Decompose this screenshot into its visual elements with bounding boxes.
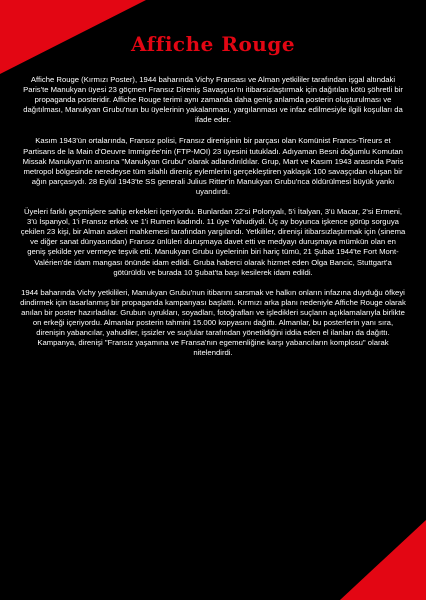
paragraph-arrests: Kasım 1943'ün ortalarında, Fransız polisi, Fransız direnişinin bir parçası olan Komünist Francs-Tireurs et Partisans de la Main d'Oeuvre Immigrée'nin (FTP-MOI) 23 üyesini tutukladı. Adıyaman Besni doğumlu Komutan Missak Manukyan'ın anısına "Manukyan Grubu" olarak adlandırıldılar. Grup, Mart ve Kasım 1943 arasında Paris metropol bölgesinde neredeyse tüm silahlı direniş eylemlerini gerçekleştiren yaklaşık 100 savaşçıdan oluşan bir ağın parçasıydı. 28 Eylül 1943'te SS generali Julius Ritter'in Manukyan Grubu'nca öldürülmesi büyük yankı uyandırdı.	[22, 136, 404, 196]
paragraph-intro: Affiche Rouge (Kırmızı Poster), 1944 baharında Vichy Fransası ve Alman yetkililer tarafından işgal altındaki Paris'te Manukyan üyesi 23 göçmen Fransız Direniş Savaşçısı'nı itibarsızlaştırmak için dağıtılan kötü şöhretli bir propaganda posteridir. Affiche Rouge terimi aynı zamanda daha geniş anlamda posterin oluşturulması ve dağıtılması, Manukyan Grubu'nun bu üyelerinin yakalanması, yargılanması ve infaz edilmesiyle ilgili koşulları da ifade eder.	[23, 75, 403, 125]
paragraph-propaganda: 1944 baharında Vichy yetkilileri, Manukyan Grubu'nun itibarını sarsmak ve halkın onların infazına duyduğu öfkeyi dindirmek için tasarlanmış bir propaganda kampanyası başlattı. Kırmızı arka planı nedeniyle Affiche Rouge olarak anılan bir poster hazırladılar. Grubun uyrukları, soyadları, fotoğrafları ve işledikleri suçların açıklamalarıyla birlikte on erkeği içeriyordu. Almanlar posterin tahmini 15.000 kopyasını dağıttı. Almanlar, bu posterlerin yanı sıra, direnişin yabancılar, yahudiler, işsizler ve suçlular tarafından yönetildiğini iddia eden el ilanları da dağıttı. Kampanya, direnişi "Fransız yaşamına ve Fransa'nın egemenliğine karşı yabancıların komplosu" olarak nitelendirdi.	[20, 287, 406, 358]
document-body	[20, 75, 406, 368]
paragraph-members-trial: Üyeleri farklı geçmişlere sahip erkekleri içeriyordu. Bunlardan 22'si Polonyalı, 5'i İtalyan, 3'ü Macar, 2'si Ermeni, 3'ü İspanyol, 1'i Fransız erkek ve 1'i Rumen kadındı. 11 üye Yahudiydi. Üç ay boyunca işkence görüp sorguya çekilen 23 kişi, bir Alman askeri mahkemesi tarafından yargılandı. Yetkililer, direnişi itibarsızlaştırmak için (sinema ve diğer sanat dünyasından) Fransız ünlüleri duruşmaya davet etti ve medyayı duruşmaya mümkün olan en geniş şekilde yer vermeye teşvik etti. Manukyan Grubu üyelerinin biri hariç tümü, 21 Şubat 1944'te Fort Mont-Valérien'de idam mangası önünde idam edildi. Gruba haberci olarak hizmet eden Olga Bancic, Stuttgart'a götürüldü ve burada 10 Şubat'ta başı kesilerek idam edildi.	[20, 207, 406, 277]
document-title: Affiche Rouge	[130, 32, 296, 56]
